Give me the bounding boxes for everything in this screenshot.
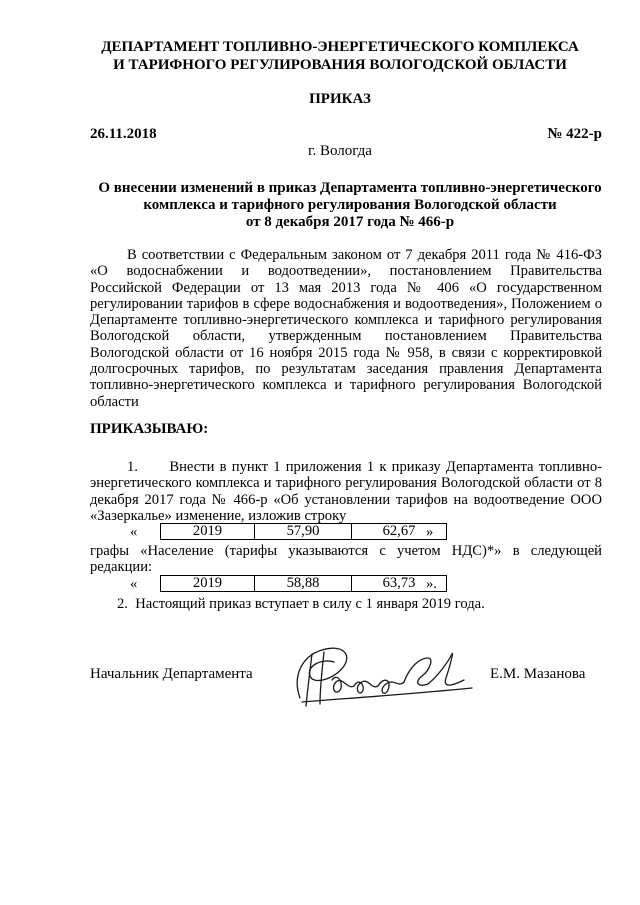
department-name-line2: И ТАРИФНОГО РЕГУЛИРОВАНИЯ ВОЛОГОДСКОЙ ОБЛАСТИ bbox=[113, 57, 567, 73]
preamble-text: В соответствии с Федеральным законом от 7 декабря 2011 года № 416-ФЗ «О водоснабжении и водоотведении», постановлением Правительства Российской Федерации от 13 мая 2013 года № 406 «О государственном регулировании тарифов в сфере водоснабжения и водоотведения», Положением о Департаменте топливно-энергетического комплекса и тарифного регулирования Вологодской области, утвержденным постановлением Правительства Вологодской области от 16 ноября 2015 года № 958, в связи с корректировкой долгосрочных тарифов, по результатам заседания правления Департамента топливно-энергетического комплекса и тарифного регулирования Вологодской области bbox=[90, 247, 602, 410]
doc-number: № 422-р bbox=[547, 126, 602, 142]
old-tariff-row bbox=[130, 523, 450, 541]
doc-subject bbox=[70, 180, 630, 231]
old-tariff-table bbox=[160, 523, 447, 540]
order-word: ПРИКАЗЫВАЮ: bbox=[90, 421, 209, 437]
item-1-continuation bbox=[90, 543, 602, 576]
new-tariff-row bbox=[130, 575, 450, 593]
old-row-close-quote: » bbox=[426, 524, 434, 540]
old-row-year: 2019 bbox=[161, 524, 255, 540]
old-row-tariff-1: 57,90 bbox=[255, 524, 352, 540]
item-2 bbox=[90, 596, 602, 612]
old-row-tariff-2: 62,67 bbox=[352, 524, 447, 540]
item-1-text: Внести в пункт 1 приложения 1 к приказу Департамента топливно-энергетического комплекса и тарифного регулирования Вологодской области от 8 декабря 2017 года № 466-р «Об установлении тарифов на водоотведение ООО «Зазеркалье» изменение, изложив строку bbox=[90, 459, 602, 524]
item-2-text: Настоящий приказ вступает в силу с 1 января 2019 года. bbox=[135, 596, 485, 612]
doc-subject-line2: комплекса и тарифного регулирования Вологодской области bbox=[143, 197, 557, 213]
new-tariff-table bbox=[160, 575, 447, 592]
doc-subject-line1: О внесении изменений в приказ Департамента топливно-энергетического bbox=[98, 180, 602, 196]
new-row-year: 2019 bbox=[161, 576, 255, 592]
new-row-tariff-2: 63,73 bbox=[352, 576, 447, 592]
item-1-mid-text: графы «Население (тарифы указываются с учетом НДС)*» в следующей редакции: bbox=[90, 543, 602, 576]
signatory-position: Начальник Департамента bbox=[90, 666, 253, 682]
doc-date: 26.11.2018 bbox=[90, 126, 157, 142]
item-2-number: 2. bbox=[117, 596, 128, 612]
item-1 bbox=[90, 459, 602, 524]
item-1-number: 1. bbox=[127, 459, 138, 475]
new-row-open-quote: « bbox=[130, 576, 138, 592]
handwritten-signature bbox=[282, 636, 482, 716]
new-row-tariff-1: 58,88 bbox=[255, 576, 352, 592]
department-name bbox=[40, 38, 640, 74]
signatory-name: Е.М. Мазанова bbox=[490, 666, 586, 682]
doc-city: г. Вологда bbox=[308, 143, 372, 159]
preamble bbox=[90, 247, 602, 410]
department-name-line1: ДЕПАРТАМЕНТ ТОПЛИВНО-ЭНЕРГЕТИЧЕСКОГО КОМПЛЕКСА bbox=[101, 39, 579, 55]
doc-subject-line3: от 8 декабря 2017 года № 466-р bbox=[245, 214, 455, 230]
old-row-open-quote: « bbox=[130, 524, 138, 540]
new-row-close-quote: ». bbox=[426, 576, 437, 592]
doc-type: ПРИКАЗ bbox=[309, 91, 371, 107]
